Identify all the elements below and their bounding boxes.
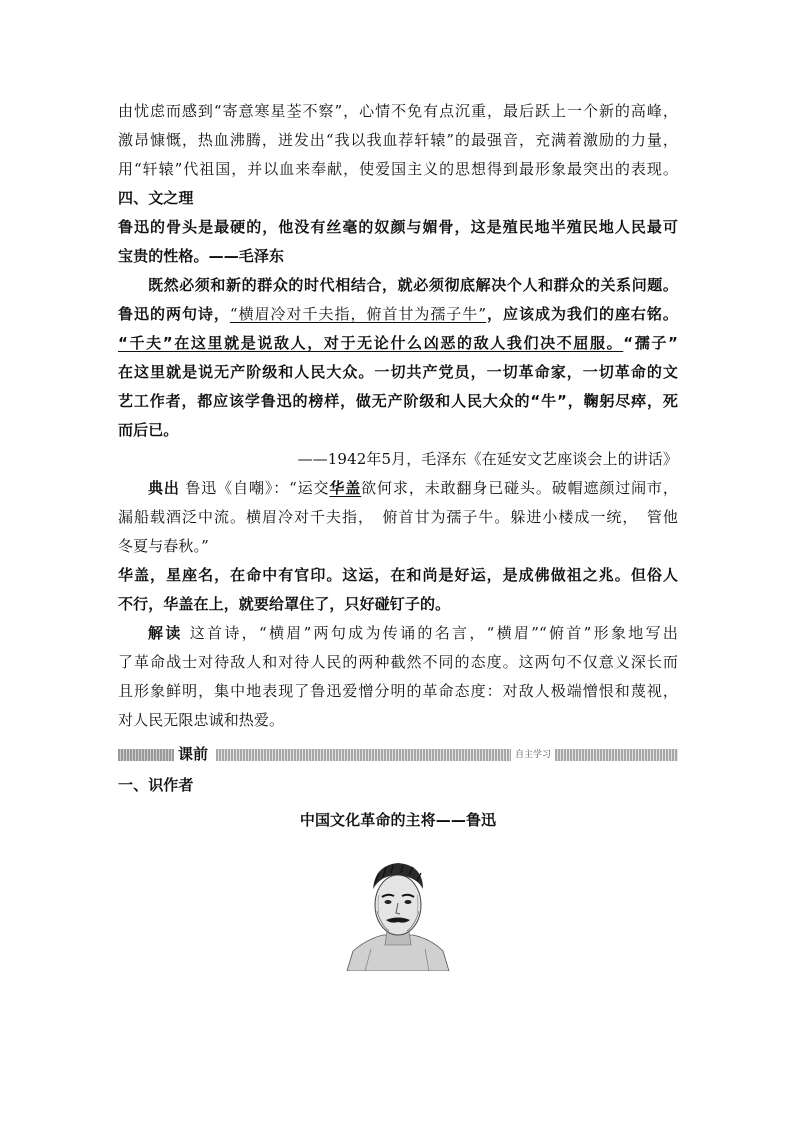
interpretation-label: 解读 (148, 624, 183, 642)
speech-line-4: 在这里就是说无产阶级和人民大众。一切共产党员，一切革命家，一切革命的文 (118, 363, 678, 381)
speech-line-5: 艺工作者，都应该学鲁迅的榜样，做无产阶级和人民大众的“牛”，鞠躬尽瘁，死 (118, 392, 678, 410)
speech-famous-couplet: “横眉冷对千夫指，俯首甘为孺子牛” (229, 305, 487, 323)
interpretation-line-2: 了革命战士对待敌人和对待人民的两种截然不同的态度。这两句不仅意义深长而 (118, 653, 678, 671)
origin-label: 典出 (148, 479, 180, 497)
note-line-1: 华盖，星座名，在命中有官印。这运，在和尚是好运，是成佛做祖之兆。但俗人 (118, 566, 678, 584)
banner-tag: 自主学习 (511, 748, 555, 762)
speech-line-2 (118, 300, 678, 329)
banner-right-bar (216, 749, 678, 761)
interpretation-line-1 (118, 619, 678, 648)
speech-line-2-c: ，应该成为我们的座右铭。 (486, 305, 679, 323)
section-heading-1: 一、识作者 (118, 776, 194, 794)
speech-line-1: 既然必须和新的群众的时代相结合，就必须彻底解决个人和群众的关系问题。 (148, 276, 678, 294)
speech-source: ——1942年5月，毛泽东《在延安文艺座谈会上的讲话》 (297, 450, 678, 468)
origin-huagai: 华盖 (329, 479, 362, 497)
speech-line-3 (118, 329, 678, 358)
speech-line-3-b: “孺子” (623, 334, 678, 352)
interpretation-line-1-text: 这首诗，“横眉”两句成为传诵的名言，“横眉”“俯首”形象地写出 (189, 624, 678, 642)
banner-title: 课前 (178, 745, 209, 763)
origin-line-1-c: 欲何求，未敢翻身已碰头。破帽遮颜过闹市， (361, 479, 679, 497)
section-banner (118, 743, 678, 765)
page-content (118, 97, 678, 971)
lu-xun-portrait-image (343, 853, 453, 971)
speech-line-2-a: 鲁迅的两句诗， (118, 305, 230, 323)
banner-left-bar (118, 749, 174, 761)
body-line-2: 激昂慷慨，热血沸腾，迸发出“我以我血荐轩辕”的最强音，充满着激励的力量， (118, 131, 678, 149)
note-line-2: 不行，华盖在上，就要给罩住了，只好碰钉子的。 (118, 595, 451, 613)
body-line-3: 用“轩辕”代祖国，并以血来奉献，使爱国主义的思想得到最形象最突出的表现。 (118, 160, 678, 178)
origin-line-2: 漏船载酒泛中流。横眉冷对千夫指， 俯首甘为孺子牛。躲进小楼成一统， 管他 (118, 508, 678, 526)
origin-line-3: 冬夏与春秋。” (118, 537, 209, 555)
interpretation-line-4: 对人民无限忠诚和热爱。 (118, 711, 285, 729)
interpretation-line-3: 且形象鲜明，集中地表现了鲁迅爱憎分明的革命态度：对敌人极端憎恨和蔑视， (118, 682, 678, 700)
figure-title: 中国文化革命的主将——鲁迅 (299, 811, 497, 829)
speech-line-3-a: “千夫”在这里就是说敌人，对于无论什么凶恶的敌人我们决不屈服。 (118, 334, 624, 352)
origin-line-1 (118, 474, 678, 503)
mao-quote-line-1: 鲁迅的骨头是最硬的，他没有丝毫的奴颜与媚骨，这是殖民地半殖民地人民最可 (118, 218, 678, 236)
origin-line-1-a: 鲁迅《自嘲》：“运交 (185, 479, 330, 497)
section-heading-4: 四、文之理 (118, 189, 194, 207)
mao-quote-line-2: 宝贵的性格。——毛泽东 (118, 247, 285, 265)
speech-line-6: 而后已。 (118, 421, 179, 439)
body-line-1: 由忧虑而感到“寄意寒星荃不察”，心情不免有点沉重，最后跃上一个新的高峰， (118, 102, 678, 120)
